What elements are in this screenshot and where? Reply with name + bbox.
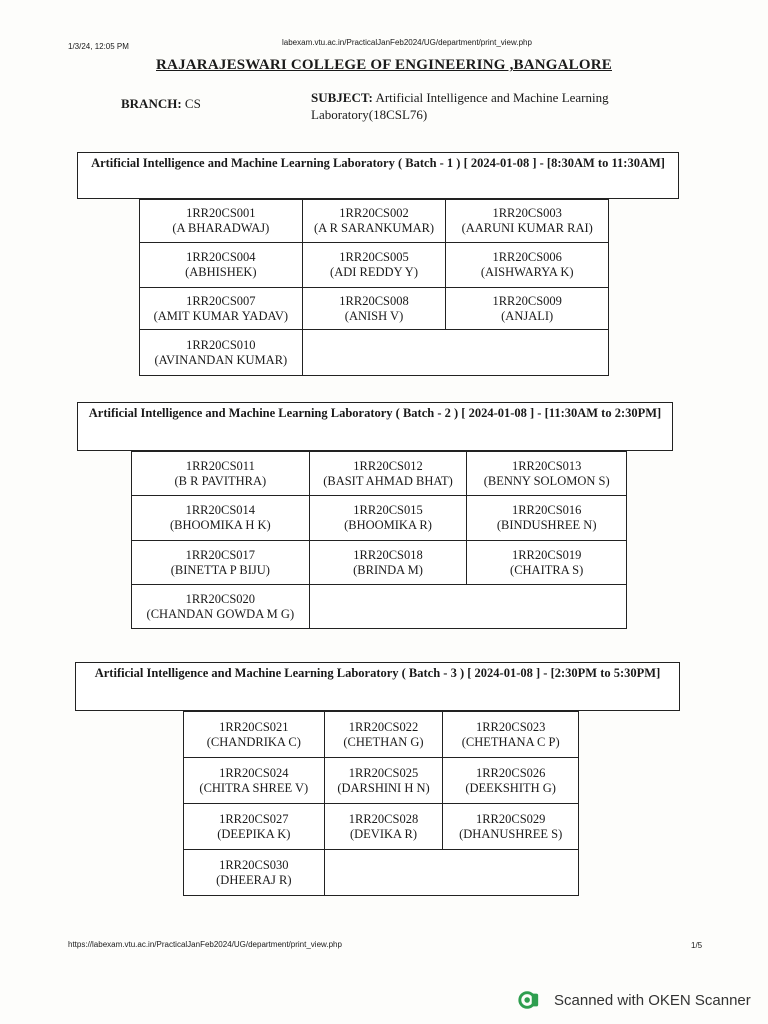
table-row xyxy=(184,804,579,850)
college-title: RAJARAJESWARI COLLEGE OF ENGINEERING ,BANGALORE xyxy=(156,57,612,73)
empty-cell xyxy=(309,585,626,629)
table-row xyxy=(132,541,627,585)
subject-label: SUBJECT: xyxy=(311,90,373,105)
batch-1-title: Artificial Intelligence and Machine Learning Laboratory ( Batch - 1 ) [ 2024-01-08 ] - [8:30AM to 11:30AM] xyxy=(77,152,679,199)
student-cell: 1RR20CS011 (B R PAVITHRA) xyxy=(132,452,310,496)
oken-scanner-icon xyxy=(518,989,540,1011)
student-cell: 1RR20CS010 (AVINANDAN KUMAR) xyxy=(140,330,303,376)
student-cell: 1RR20CS015 (BHOOMIKA R) xyxy=(309,496,467,541)
table-row xyxy=(140,288,609,330)
batch-3-table xyxy=(183,711,579,896)
table-row xyxy=(184,850,579,896)
batch-2-title: Artificial Intelligence and Machine Learning Laboratory ( Batch - 2 ) [ 2024-01-08 ] - [11:30AM to 2:30PM] xyxy=(77,402,673,451)
print-url: labexam.vtu.ac.in/PracticalJanFeb2024/UG/department/print_view.php xyxy=(282,38,532,47)
footer-url: https://labexam.vtu.ac.in/PracticalJanFeb2024/UG/department/print_view.php xyxy=(68,940,342,949)
branch-label: BRANCH: xyxy=(121,96,182,111)
page-number: 1/5 xyxy=(691,941,703,950)
student-cell: 1RR20CS030 (DHEERAJ R) xyxy=(184,850,325,896)
empty-cell xyxy=(302,330,608,376)
student-cell: 1RR20CS017 (BINETTA P BIJU) xyxy=(132,541,310,585)
branch-value: CS xyxy=(184,96,201,111)
subject-value: Artificial Intelligence and Machine Learning Laboratory(18CSL76) xyxy=(311,90,609,122)
student-cell: 1RR20CS018 (BRINDA M) xyxy=(309,541,467,585)
student-cell: 1RR20CS025 (DARSHINI H N) xyxy=(324,758,443,804)
scanner-text: Scanned with OKEN Scanner xyxy=(554,991,751,1009)
student-cell: 1RR20CS027 (DEEPIKA K) xyxy=(184,804,325,850)
print-date-time: 1/3/24, 12:05 PM xyxy=(68,42,129,51)
table-row xyxy=(184,758,579,804)
student-cell: 1RR20CS008 (ANISH V) xyxy=(302,288,446,330)
student-cell: 1RR20CS001 (A BHARADWAJ) xyxy=(140,200,303,243)
student-cell: 1RR20CS013 (BENNY SOLOMON S) xyxy=(467,452,627,496)
empty-cell xyxy=(324,850,578,896)
student-cell: 1RR20CS019 (CHAITRA S) xyxy=(467,541,627,585)
batch-3-title: Artificial Intelligence and Machine Learning Laboratory ( Batch - 3 ) [ 2024-01-08 ] - [2:30PM to 5:30PM] xyxy=(75,662,680,711)
batch-2-table xyxy=(131,451,627,629)
table-row xyxy=(132,585,627,629)
student-cell: 1RR20CS020 (CHANDAN GOWDA M G) xyxy=(132,585,310,629)
student-cell: 1RR20CS023 (CHETHANA C P) xyxy=(443,712,579,758)
student-cell: 1RR20CS021 (CHANDRIKA C) xyxy=(184,712,325,758)
student-cell: 1RR20CS028 (DEVIKA R) xyxy=(324,804,443,850)
table-row xyxy=(140,243,609,288)
student-cell: 1RR20CS009 (ANJALI) xyxy=(446,288,609,330)
table-row xyxy=(132,452,627,496)
student-cell: 1RR20CS022 (CHETHAN G) xyxy=(324,712,443,758)
table-row xyxy=(140,200,609,243)
student-cell: 1RR20CS014 (BHOOMIKA H K) xyxy=(132,496,310,541)
student-cell: 1RR20CS004 (ABHISHEK) xyxy=(140,243,303,288)
scanner-watermark xyxy=(518,989,751,1011)
table-row xyxy=(140,330,609,376)
student-cell: 1RR20CS006 (AISHWARYA K) xyxy=(446,243,609,288)
batch-1-table xyxy=(139,199,609,376)
student-cell: 1RR20CS029 (DHANUSHREE S) xyxy=(443,804,579,850)
student-cell: 1RR20CS003 (AARUNI KUMAR RAI) xyxy=(446,200,609,243)
table-row xyxy=(184,712,579,758)
student-cell: 1RR20CS026 (DEEKSHITH G) xyxy=(443,758,579,804)
student-cell: 1RR20CS012 (BASIT AHMAD BHAT) xyxy=(309,452,467,496)
branch-line xyxy=(121,96,201,112)
student-cell: 1RR20CS007 (AMIT KUMAR YADAV) xyxy=(140,288,303,330)
student-cell: 1RR20CS002 (A R SARANKUMAR) xyxy=(302,200,446,243)
student-cell: 1RR20CS005 (ADI REDDY Y) xyxy=(302,243,446,288)
student-cell: 1RR20CS024 (CHITRA SHREE V) xyxy=(184,758,325,804)
student-cell: 1RR20CS016 (BINDUSHREE N) xyxy=(467,496,627,541)
subject-line xyxy=(311,89,641,123)
table-row xyxy=(132,496,627,541)
